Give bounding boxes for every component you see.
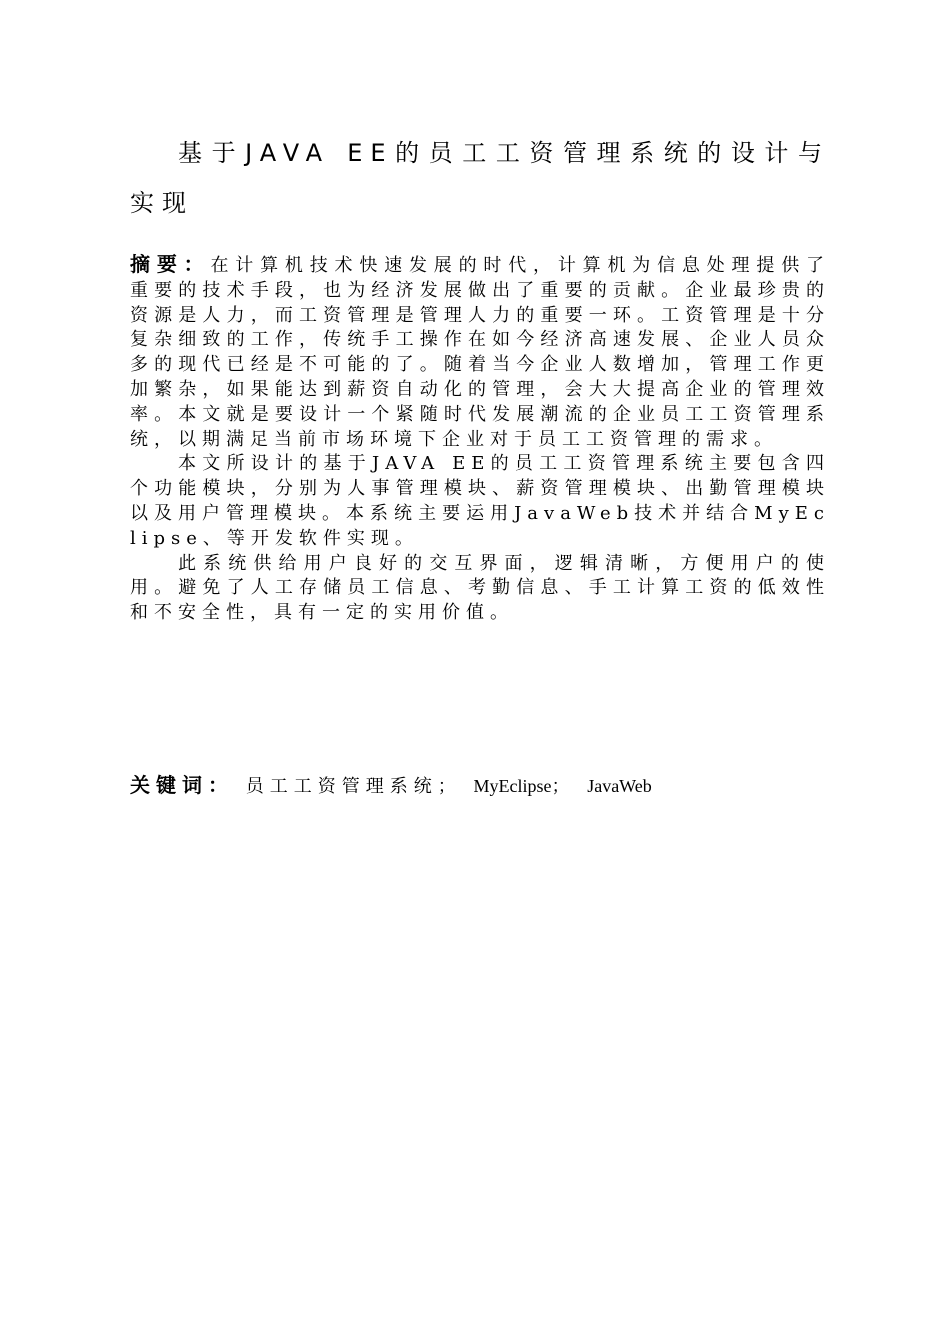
keywords-label: 关键词： [130,773,234,797]
keyword-separator-1: ； [437,776,462,797]
abstract-paragraph-3: 此系统供给用户良好的交互界面，逻辑清晰，方便用户的使用。避免了人工存储员工信息、考勤信息、手工计算工资的低效性和不安全性，具有一定的实用价值。 [130,552,830,624]
abstract-text-1: 在计算机技术快速发展的时代，计算机为信息处理提供了重要的技术手段，也为经济发展做出了重要的贡献。企业最珍贵的资源是人力，而工资管理是管理人力的重要一环。工资管理是十分复杂细致的工作，传统手工操作在如今经济高速发展、企业人员众多的现代已经是不可能的了。随着当今企业人数增加，管理工作更加繁杂，如果能达到薪资自动化的管理，会大大提高企业的管理效率。本文就是要设计一个紧随时代发展潮流的企业员工工资管理系统，以期满足当前市场环境下企业对于员工工资管理的需求。 [130,255,831,450]
keyword-1: 员工工资管理系统 [245,776,438,797]
keywords-section [130,772,830,800]
keyword-2: MyEclipse [473,776,552,796]
abstract-paragraph-1 [130,252,830,452]
page-title: 基于JAVA EE的员工工资管理系统的设计与实现 [130,139,830,217]
abstract-label: 摘要： [130,252,211,276]
abstract-section [130,252,830,626]
keyword-3: JavaWeb [587,776,652,796]
keyword-separator-2: ； [551,776,576,797]
abstract-paragraph-2: 本文所设计的基于JAVA EE的员工工资管理系统主要包含四个功能模块，分别为人事管理模块、薪资管理模块、出勤管理模块以及用户管理模块。本系统主要运用JavaWeb技术并结合MyEclipse、等开发软件实现。 [130,453,830,549]
